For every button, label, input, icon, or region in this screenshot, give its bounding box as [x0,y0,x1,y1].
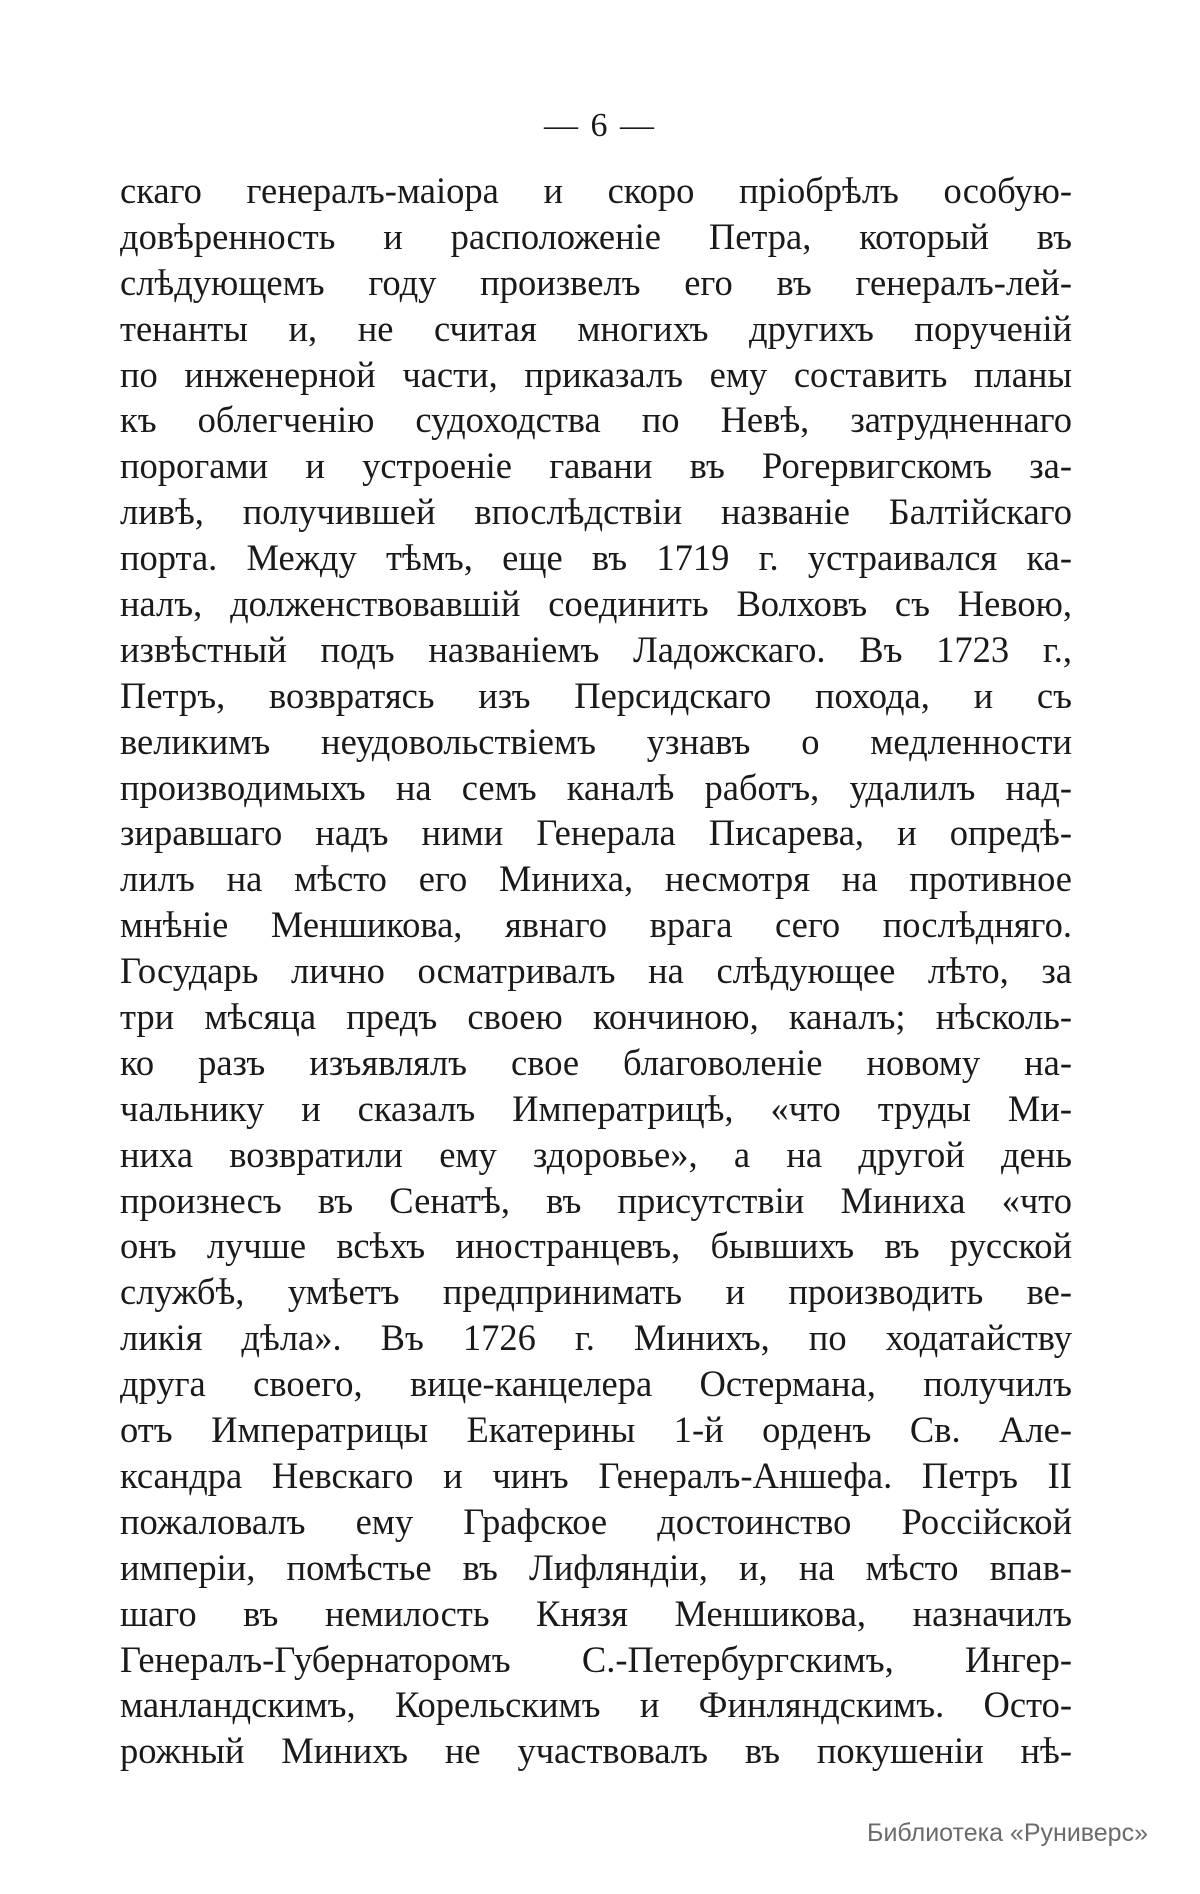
text-line: имперіи, помѣстье въ Лифляндіи, и, на мѣсто впав- [120,1546,1072,1588]
text-line: манландскимъ, Корельскимъ и Финляндскимъ. Осто- [120,1684,1072,1726]
text-line: рожный Минихъ не участвовалъ въ покушеніи нѣ- [120,1730,1072,1772]
text-line: три мѣсяца предъ своею кончиною, каналъ; нѣсколь- [120,996,1072,1038]
text-line: онъ лучше всѣхъ иностранцевъ, бывшихъ въ русской [120,1225,1072,1267]
text-line: произнесъ въ Сенатѣ, въ присутствіи Миниха «что [120,1179,1072,1221]
text-line: чальнику и сказалъ Императрицѣ, «что труды Ми- [120,1087,1072,1129]
text-line: по инженерной части, приказалъ ему составить планы [120,353,1072,395]
text-line: ко разъ изъявлялъ свое благоволеніе новому на- [120,1041,1072,1083]
text-line: скаго генералъ-маіора и скоро пріобрѣлъ особую- [120,170,1072,211]
text-line: ниха возвратили ему здоровье», а на другой день [120,1133,1072,1175]
text-line: налъ, долженствовавшій соединить Волховъ съ Невою, [120,583,1072,625]
text-line: службѣ, умѣетъ предпринимать и производить ве- [120,1271,1072,1313]
text-line: пожаловалъ ему Графское достоинство Россійской [120,1500,1072,1542]
text-line: слѣдующемъ году произвелъ его въ генералъ-лей- [120,261,1072,303]
text-line: къ облегченію судоходства по Невѣ, затрудненнаго [120,399,1072,441]
text-line: порогами и устроеніе гавани въ Рогервигскомъ за- [120,445,1072,487]
page-number: — 6 — [544,107,656,144]
text-line: лилъ на мѣсто его Миниха, несмотря на противное [120,858,1072,900]
body-text [120,168,1072,1774]
text-line: отъ Императрицы Екатерины 1-й орденъ Св. Але- [120,1409,1072,1451]
text-line: тенанты и, не считая многихъ другихъ порученій [120,307,1072,349]
text-line: Государь лично осматривалъ на слѣдующее лѣто, за [120,950,1072,992]
text-line: Генералъ-Губернаторомъ С.-Петербургскимъ, Ингер- [120,1638,1072,1680]
text-line: извѣстный подъ названіемъ Ладожскаго. Въ 1723 г., [120,628,1072,670]
text-line: мнѣніе Меншикова, явнаго врага сего послѣдняго. [120,904,1072,946]
text-line: довѣренность и расположеніе Петра, который въ [120,215,1072,257]
text-line: шаго въ немилость Князя Меншикова, назначилъ [120,1592,1072,1634]
library-watermark: Библиотека «Руниверс» [867,1819,1148,1847]
text-line: порта. Между тѣмъ, еще въ 1719 г. устраивался ка- [120,537,1072,579]
text-line: ликія дѣла». Въ 1726 г. Минихъ, по ходатайству [120,1317,1072,1359]
text-line: производимыхъ на семъ каналѣ работъ, удалилъ над- [120,766,1072,808]
text-line: зиравшаго надъ ними Генерала Писарева, и опредѣ- [120,812,1072,854]
text-line: друга своего, вице-канцелера Остермана, получилъ [120,1363,1072,1405]
text-line: ливѣ, получившей впослѣдствіи названіе Балтійскаго [120,491,1072,533]
text-line: Петръ, возвратясь изъ Персидскаго похода, и съ [120,674,1072,716]
text-line: ксандра Невскаго и чинъ Генералъ-Аншефа. Петръ II [120,1454,1072,1496]
text-line: великимъ неудовольствіемъ узнавъ о медленности [120,720,1072,762]
